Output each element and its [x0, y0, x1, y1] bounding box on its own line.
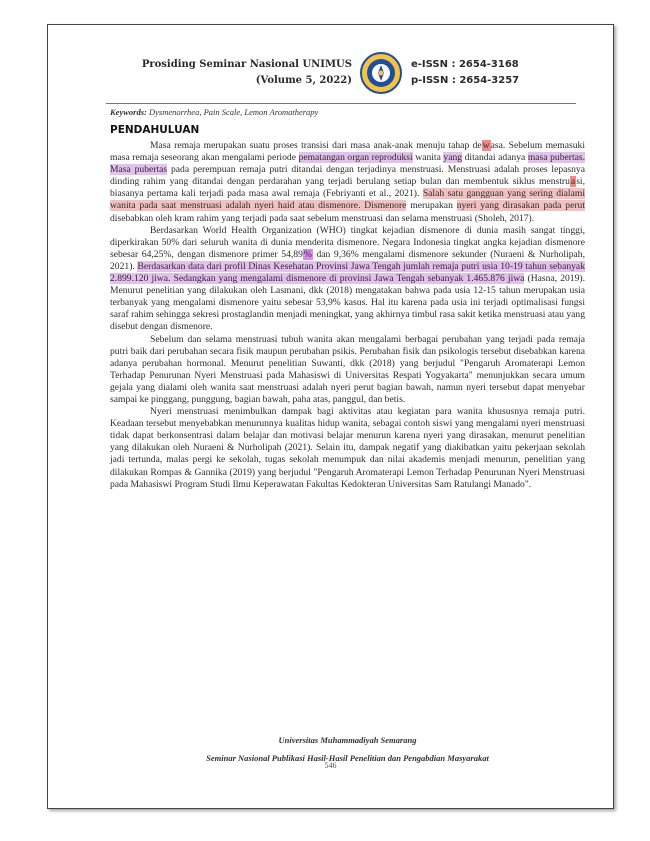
highlight[interactable]: Salah satu gangguan yang sering dialami wanita pada saat menstruasi adalah nyeri haid atau dismenore. Dismenore — [110, 188, 585, 212]
annotation-mark[interactable]: w — [482, 140, 490, 151]
highlight[interactable]: yang — [443, 152, 463, 164]
text-run: Masa remaja merupakan suatu proses transisi dari masa anak-anak menuju tahap de — [150, 140, 482, 151]
page-header — [106, 51, 571, 101]
header-divider — [106, 103, 576, 104]
footer-university: Universitas Muhammadiyah Semarang — [278, 735, 417, 745]
text-run: merupakan — [406, 200, 457, 212]
text-run: (Hasna, 2019). Menurut penelitian yang dilakukan oleh Lasmani, dkk (2018) mengatakan bahwa pada usia 12-15 tahun merupakan usia terbanyak yang mengalami dismenore yaitu sebesar 53,9% kasus. Hal itu karena pada usia ini terjadi optimalisasi fungsi saraf rahim sehingga sekresi prostaglandin menjadi meningkat, yang akhirnya timbul rasa sakit ketika menstruasi atau yang disebut dengan dismenore. — [110, 273, 585, 333]
text-run: wanita — [412, 152, 444, 164]
footer-seminar: Seminar Nasional Publikasi Hasil-Hasil Penelitian dan Pengabdian Masyarakat — [206, 753, 489, 763]
highlight[interactable]: pematangan organ reproduksi — [298, 152, 413, 164]
proceedings-name: Prosiding Seminar Nasional UNIMUS — [141, 59, 352, 70]
section-title: PENDAHULUAN — [110, 124, 200, 136]
issn-block — [411, 57, 519, 89]
keywords-line — [110, 107, 318, 117]
text-run: si, biasanya pertama kali terjadi pada masa awal remaja (Febriyanti et al., 2021). — [110, 176, 585, 200]
keywords-label: Keywords: — [110, 107, 147, 117]
highlight[interactable]: nyeri yang dirasakan pada perut — [456, 200, 585, 212]
paper-page — [47, 24, 614, 809]
text-run: dan 9,36% mengalami dismenore sekunder (Nuraeni & Nurholipah, 2021). — [110, 248, 585, 272]
annotation-mark[interactable]: a — [570, 176, 576, 188]
highlight[interactable]: masa pubertas. Masa pubertas — [110, 152, 586, 176]
text-run: Berdasarkan World Health Organization (WHO) tingkat kejadian dismenore di dunia masih sangat tinggi, diperkirakan 50% dari seluruh wanita di dunia menderita dismenore. Negara Indonesia tingkat angka kejadian dismenore sebesar 64,25%, dengan dismenore primer 54,89 — [110, 224, 585, 260]
paragraph-3: Sebelum dan selama menstruasi tubuh wanita akan mengalami berbagai perubahan yang terjadi pada remaja putri baik dari perubahan secara fisik maupun perubahan psikis. Perubahan fisik dan psikologis tersebut disebabkan karena adanya perubahan hormonal. Menurut penelitian Suwanti, dkk (2018) yang berjudul "Pengaruh Aromaterapi Lemon Terhadap Penurunan Nyeri Menstruasi pada Mahasiswi di Universitas Respati Yogyakarta" menunjukkan secara umum gejala yang dialami oleh wanita saat menstruasi adalah nyeri perut bagian bawah, namun nyeri tersebut dapat menyebar sampai ke pinggang, punggung, bagian bawah, paha atas, panggul, dan betis. — [110, 333, 585, 405]
text-run: disebabkan oleh kram rahim yang terjadi pada saat sebelum menstruasi dan selama menstruasi (Sholeh, 2017). — [110, 212, 535, 224]
p-issn: p-ISSN : 2654-3257 — [411, 75, 520, 86]
e-issn: e-ISSN : 2654-3168 — [411, 59, 519, 70]
text-run: asa. Sebelum memasuki masa remaja seseorang akan mengalami periode — [110, 140, 585, 164]
paragraph-1 — [110, 140, 585, 225]
body-text — [110, 140, 585, 491]
keywords-text: Dysmenorrhea, Pain Scale, Lemon Aromatherapy — [146, 107, 319, 117]
university-seal-icon — [359, 51, 403, 95]
highlight[interactable]: Berdasarkan data dari profil Dinas Kesehatan Provinsi Jawa Tengah jumlah remaja putri usia 10-19 tahun sebanyak 2.899.120 jiwa. Sedangkan yang mengalami dismenore di provinsi Jawa Tengah sebanyak 1.465.876 jiwa — [110, 260, 585, 285]
annotation-mark[interactable]: % — [303, 248, 312, 260]
paragraph-4: Nyeri menstruasi menimbulkan dampak bagi aktivitas atau kegiatan para wanita khususnya remaja putri. Keadaan tersebut menyebabkan menurunnya kualitas hidup wanita, sebagai contoh siswi yang mengalami nyeri menstruasi tidak dapat berkonsentrasi dalam belajar dan motivasi belajar menurun karena nyeri yang dirasakan, menurut penelitian yang dilakukan oleh Nuraeni & Nurholipah (2021). Selain itu, dampak negatif yang diakibatkan yaitu pekerjaan sekolah jadi tertunda, malas pergi ke sekolah, tugas sekolah menumpuk dan nilai akademis menjadi menurun, penelitian yang dilakukan Rompas & Gannika (2019) yang berjudul "Pengaruh Aromaterapi Lemon Terhadap Penurunan Nyeri Menstruasi pada Mahasiswi Program Studi Ilmu Keperawatan Fakultas Kedokteran Universitas Sam Ratulangi Manado". — [110, 406, 585, 490]
proceedings-title — [106, 57, 352, 89]
text-run: pada perempuan remaja putri ditandai dengan terjadinya menstruasi. Menstruasi adalah proses lepasnya dinding rahim yang ditandai dengan perdarahan yang terjadi berulang setiap bulan dan membentuk siklus menstru — [110, 164, 585, 188]
proceedings-volume: (Volume 5, 2022) — [255, 75, 352, 86]
text-run: ditandai adanya — [462, 152, 528, 164]
page-number: 546 — [324, 761, 337, 770]
paragraph-2 — [110, 225, 585, 334]
